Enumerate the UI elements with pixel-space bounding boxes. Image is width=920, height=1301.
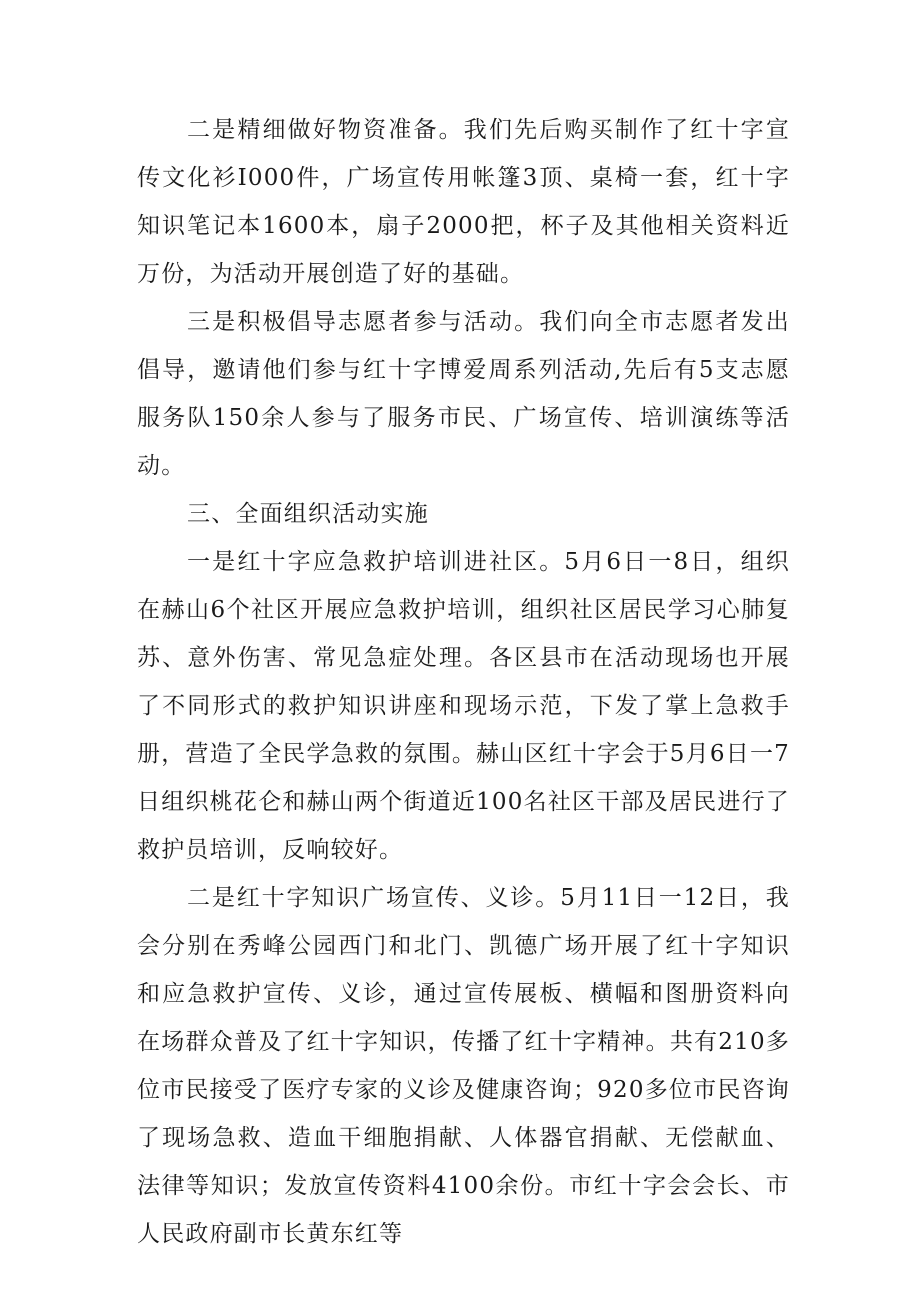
document-body — [137, 106, 790, 1258]
paragraph-emergency-training: 一是红十字应急救护培训进社区。5月6日一8日，组织在赫山6个社区开展应急救护培训，组织社区居民学习心肺复苏、意外伤害、常见急症处理。各区县市在活动现场也开展了不同形式的救护知识讲座和现场示范，下发了掌上急救手册，营造了全民学急救的氛围。赫山区红十字会于5月6日一7日组织桃花仑和赫山两个街道近100名社区干部及居民进行了救护员培训，反响较好。 — [137, 549, 790, 863]
paragraph-volunteer-participation: 三是积极倡导志愿者参与活动。我们向全市志愿者发出倡导，邀请他们参与红十字博爱周系列活动,先后有5支志愿服务队150余人参与了服务市民、广场宣传、培训演练等活动。 — [137, 309, 790, 479]
paragraph-material-preparation: 二是精细做好物资准备。我们先后购买制作了红十字宣传文化衫I000件，广场宣传用帐篷3顶、桌椅一套，红十字知识笔记本1600本，扇子2000把，杯子及其他相关资料近万份，为活动开展创造了好的基础。 — [137, 117, 790, 287]
section-heading-activity-implementation: 三、全面组织活动实施 — [187, 501, 429, 527]
paragraph-square-publicity-clinic: 二是红十字知识广场宣传、义诊。5月11日一12日，我会分别在秀峰公园西门和北门、凯德广场开展了红十字知识和应急救护宣传、义诊，通过宣传展板、横幅和图册资料向在场群众普及了红十字知识，传播了红十字精神。共有210多位市民接受了医疗专家的义诊及健康咨询；920多位市民咨询了现场急救、造血干细胞捐献、人体器官捐献、无偿献血、法律等知识；发放宣传资料4100余份。市红十字会会长、市人民政府副市长黄东红等 — [137, 885, 790, 1247]
